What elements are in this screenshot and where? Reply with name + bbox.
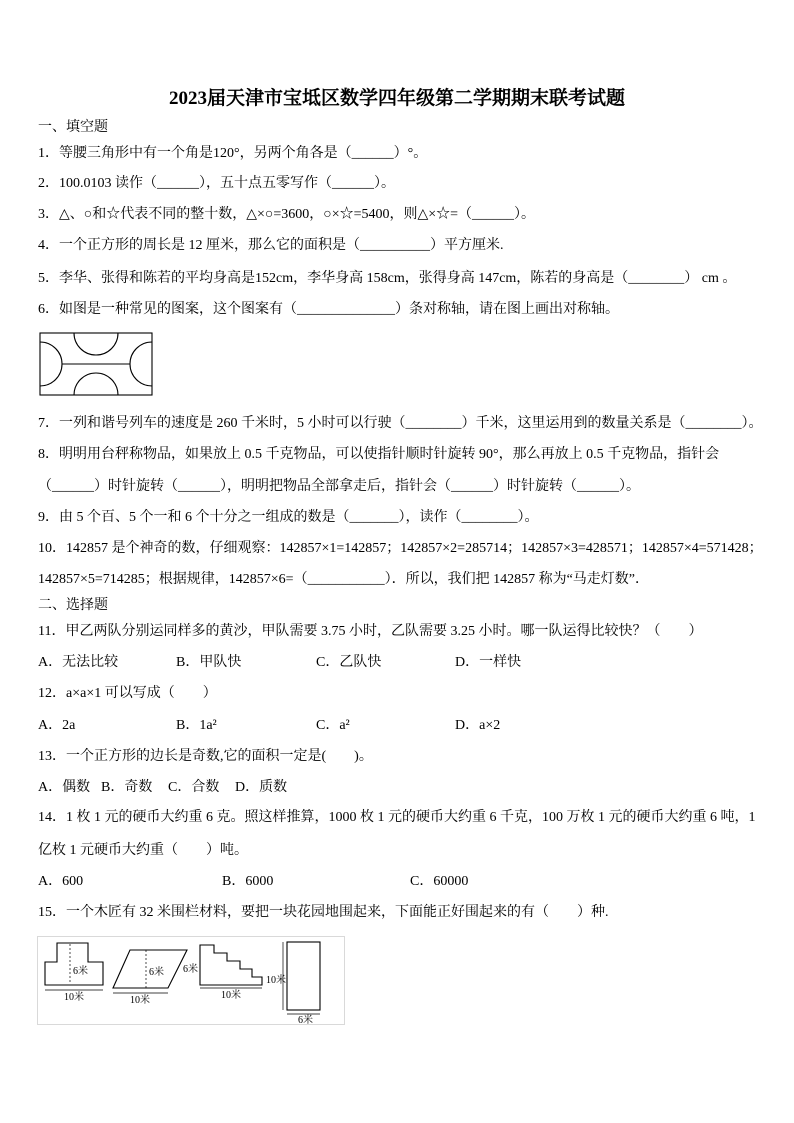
option-c: C．60000 (410, 874, 469, 889)
right-semicircle (130, 342, 152, 386)
tall-rectangle-shape (287, 942, 320, 1010)
top-semicircle (74, 333, 118, 355)
question-5: 5．李华、张得和陈若的平均身高是152cm，李华身高 158cm，张得身高 147cm，陈若的身高是（________） cm 。 (38, 271, 737, 286)
option-b: B．奇数 (101, 780, 153, 795)
section-heading: 一、填空题 (38, 120, 108, 135)
page-title: 2023届天津市宝坻区数学四年级第二学期期末联考试题 (168, 88, 625, 109)
question-6: 6．如图是一种常见的图案，这个图案有（______________）条对称轴，请在图上画出对称轴。 (38, 302, 619, 317)
question-2: 2．100.0103 读作（______），五十点五零写作（______）。 (38, 176, 395, 191)
question-12: 12．a×a×1 可以写成（ ） (38, 686, 217, 701)
option-c: C．乙队快 (316, 655, 382, 670)
question-14-line-1: 14．1 枚 1 元的硬币大约重 6 克。照这样推算，1000 枚 1 元的硬币大约重 6 千克，100 万枚 1 元的硬币大约重 6 吨，1 (38, 810, 756, 825)
question-7: 7．一列和谐号列车的速度是 260 千米时，5 小时可以行驶（________）千米，这里运用到的数量关系是（________）。 (38, 416, 763, 431)
option-d: D．a×2 (455, 718, 501, 733)
stepped-shape (45, 943, 103, 985)
fence-shapes-figure (37, 936, 345, 1025)
staircase-shape (200, 945, 262, 985)
question-9: 9．由 5 个百、5 个一和 6 个十分之一组成的数是（_______），读作（________）。 (38, 510, 539, 525)
width-label: 10米 (221, 990, 241, 1001)
left-semicircle (40, 342, 62, 386)
question-8-line-1: 8．明明用台秤称物品，如果放上 0.5 千克物品，可以使指针顺时针旋转 90°，那么再放上 0.5 千克物品，指针会 (38, 447, 720, 462)
option-b: B．6000 (222, 874, 274, 889)
option-c: C．a² (316, 718, 350, 733)
width-label: 10米 (130, 995, 150, 1006)
height-label: 6米 (73, 966, 88, 977)
height-label: 6米 (149, 967, 164, 978)
question-11: 11．甲乙两队分别运同样多的黄沙，甲队需要 3.75 小时，乙队需要 3.25 小时。哪一队运得比较快？（ ） (38, 624, 703, 639)
section-heading: 二、选择题 (38, 598, 108, 613)
figure-frame (38, 937, 345, 1025)
width-label: 10米 (64, 992, 84, 1003)
question-10-line-2: 142857×5=714285；根据规律，142857×6=（___________）．所以，我们把 142857 称为“马走灯数”． (38, 572, 650, 587)
question-3: 3．△、○和☆代表不同的整十数，△×○=3600，○×☆=5400，则△×☆=（______）。 (38, 207, 536, 222)
question-14-line-2: 亿枚 1 元硬币大约重（ ）吨。 (38, 843, 248, 858)
question-8-line-2: （______）时针旋转（______），明明把物品全部拿走后，指针会（______）时针旋转（______）。 (38, 479, 640, 494)
question-15: 15．一个木匠有 32 米围栏材料，要把一块花园地围起来，下面能正好围起来的有（ ）种. (38, 905, 609, 920)
option-c: C．合数 (168, 780, 220, 795)
question-10-line-1: 10．142857 是个神奇的数，仔细观察：142857×1=142857；142857×2=285714；142857×3=428571；142857×4=571428； (38, 541, 763, 556)
bottom-semicircle (74, 373, 118, 395)
question-4: 4．一个正方形的周长是 12 厘米，那么它的面积是（__________）平方厘米. (38, 238, 504, 253)
option-d: D．质数 (235, 780, 288, 795)
height-label: 10米 (266, 975, 286, 986)
question-1: 1．等腰三角形中有一个角是120°，另两个角各是（______）°。 (38, 146, 428, 161)
option-a: A．偶数 (38, 780, 91, 795)
symmetry-pattern-figure (38, 330, 156, 398)
option-b: B．甲队快 (176, 655, 242, 670)
option-d: D．一样快 (455, 655, 522, 670)
question-13: 13．一个正方形的边长是奇数,它的面积一定是( )。 (38, 749, 373, 764)
option-a: A．2a (38, 718, 76, 733)
option-a: A．600 (38, 874, 84, 889)
option-a: A．无法比较 (38, 655, 119, 670)
width-label: 6米 (298, 1015, 313, 1026)
height-label: 6米 (183, 964, 198, 975)
option-b: B．1a² (176, 718, 217, 733)
